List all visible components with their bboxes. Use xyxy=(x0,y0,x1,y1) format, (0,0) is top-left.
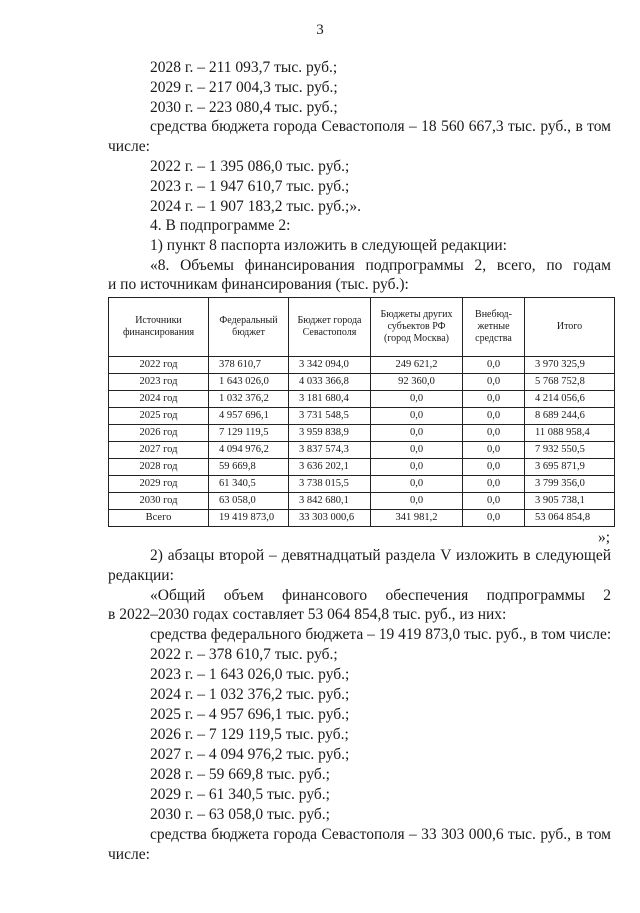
row-label-cell: 2027 год xyxy=(109,442,209,459)
table-cell: 8 689 244,6 xyxy=(525,408,615,425)
table-cell: 3 905 738,1 xyxy=(525,493,615,510)
table-cell: 0,0 xyxy=(463,442,525,459)
table-cell: 0,0 xyxy=(463,459,525,476)
table-cell: 0,0 xyxy=(463,476,525,493)
table-cell: 1 643 026,0 xyxy=(209,374,289,391)
paragraph-line: 2) абзацы второй – девятнадцатый раздела V изложить в следующей xyxy=(150,547,611,564)
text-line: 2026 г. – 7 129 119,5 тыс. руб.; xyxy=(150,726,349,743)
table-row xyxy=(109,510,615,527)
table-cell: 63 058,0 xyxy=(209,493,289,510)
paragraph-line: средства бюджета города Севастополя – 18 560 667,3 тыс. руб., в том xyxy=(150,118,611,135)
table-cell: 0,0 xyxy=(371,408,463,425)
table-row xyxy=(109,374,615,391)
row-label-cell: 2023 год xyxy=(109,374,209,391)
table-cell: 3 636 202,1 xyxy=(289,459,371,476)
table-cell: 0,0 xyxy=(463,510,525,527)
row-label-cell: Всего xyxy=(109,510,209,527)
column-header: Источники финансирования xyxy=(109,298,209,357)
table-cell: 0,0 xyxy=(463,374,525,391)
table-cell: 53 064 854,8 xyxy=(525,510,615,527)
text-line: 2029 г. – 61 340,5 тыс. руб.; xyxy=(150,786,330,803)
table-row xyxy=(109,425,615,442)
text-line: 2030 г. – 223 080,4 тыс. руб.; xyxy=(150,99,338,116)
table-cell: 3 181 680,4 xyxy=(289,391,371,408)
table-cell: 92 360,0 xyxy=(371,374,463,391)
table-row xyxy=(109,493,615,510)
column-header: Федеральный бюджет xyxy=(209,298,289,357)
table-cell: 0,0 xyxy=(371,476,463,493)
table-cell: 59 669,8 xyxy=(209,459,289,476)
table-cell: 11 088 958,4 xyxy=(525,425,615,442)
text-line: 2028 г. – 59 669,8 тыс. руб.; xyxy=(150,766,330,783)
text-line: 2029 г. – 217 004,3 тыс. руб.; xyxy=(150,79,338,96)
table-cell: 19 419 873,0 xyxy=(209,510,289,527)
table-row xyxy=(109,391,615,408)
table-cell: 3 738 015,5 xyxy=(289,476,371,493)
table-cell: 3 342 094,0 xyxy=(289,357,371,374)
table-cell: 3 731 548,5 xyxy=(289,408,371,425)
financing-table xyxy=(108,297,615,527)
paragraph-line: «8. Объемы финансирования подпрограммы 2, всего, по годам xyxy=(150,257,611,274)
table-cell: 378 610,7 xyxy=(209,357,289,374)
table-cell: 7 932 550,5 xyxy=(525,442,615,459)
table-cell: 3 970 325,9 xyxy=(525,357,615,374)
row-label-cell: 2025 год xyxy=(109,408,209,425)
column-header: Итого xyxy=(525,298,615,357)
table-cell: 0,0 xyxy=(463,425,525,442)
table-cell: 3 799 356,0 xyxy=(525,476,615,493)
table-cell: 0,0 xyxy=(371,442,463,459)
table-cell: 5 768 752,8 xyxy=(525,374,615,391)
table-row xyxy=(109,459,615,476)
table-cell: 3 695 871,9 xyxy=(525,459,615,476)
paragraph-line: средства бюджета города Севастополя – 33 303 000,6 тыс. руб., в том xyxy=(150,826,611,843)
row-label-cell: 2029 год xyxy=(109,476,209,493)
table-cell: 4 214 056,6 xyxy=(525,391,615,408)
table-cell: 7 129 119,5 xyxy=(209,425,289,442)
paragraph-line: средства федерального бюджета – 19 419 873,0 тыс. руб., в том числе: xyxy=(150,626,612,643)
text-line: 2024 г. – 1 032 376,2 тыс. руб.; xyxy=(150,686,350,703)
row-label-cell: 2024 год xyxy=(109,391,209,408)
text-line: 2025 г. – 4 957 696,1 тыс. руб.; xyxy=(150,706,350,723)
table-cell: 0,0 xyxy=(463,357,525,374)
row-label-cell: 2026 год xyxy=(109,425,209,442)
table-cell: 3 959 838,9 xyxy=(289,425,371,442)
table-closing-quote: »; xyxy=(598,529,611,546)
paragraph-line: числе: xyxy=(108,138,150,155)
table-header-row xyxy=(109,298,615,357)
table-cell: 0,0 xyxy=(371,459,463,476)
table-cell: 0,0 xyxy=(463,391,525,408)
column-header: Бюджет города Севастополя xyxy=(289,298,371,357)
table-cell: 1 032 376,2 xyxy=(209,391,289,408)
row-label-cell: 2028 год xyxy=(109,459,209,476)
table-row xyxy=(109,408,615,425)
table-cell: 61 340,5 xyxy=(209,476,289,493)
paragraph-line: числе: xyxy=(108,846,150,863)
paragraph-line: 1) пункт 8 паспорта изложить в следующей редакции: xyxy=(150,237,507,254)
table-cell: 33 303 000,6 xyxy=(289,510,371,527)
section-heading: 4. В подпрограмме 2: xyxy=(150,217,291,234)
paragraph-line: в 2022–2030 годах составляет 53 064 854,8 тыс. руб., из них: xyxy=(108,606,507,623)
paragraph-line: «Общий объем финансового обеспечения подпрограммы 2 xyxy=(150,587,611,604)
table-row xyxy=(109,476,615,493)
table-cell: 4 957 696,1 xyxy=(209,408,289,425)
page-number: 3 xyxy=(316,22,324,38)
table-cell: 0,0 xyxy=(371,391,463,408)
table-cell: 0,0 xyxy=(371,425,463,442)
text-line: 2023 г. – 1 947 610,7 тыс. руб.; xyxy=(150,178,350,195)
paragraph-line: и по источникам финансирования (тыс. руб.): xyxy=(108,276,409,293)
table-cell: 249 621,2 xyxy=(371,357,463,374)
table-row xyxy=(109,442,615,459)
text-line: 2023 г. – 1 643 026,0 тыс. руб.; xyxy=(150,666,350,683)
text-line: 2027 г. – 4 094 976,2 тыс. руб.; xyxy=(150,746,350,763)
text-line: 2030 г. – 63 058,0 тыс. руб.; xyxy=(150,806,330,823)
table-cell: 0,0 xyxy=(463,493,525,510)
column-header: Бюджеты других субъектов РФ (город Москва) xyxy=(371,298,463,357)
table-cell: 341 981,2 xyxy=(371,510,463,527)
table-row xyxy=(109,357,615,374)
paragraph-line: редакции: xyxy=(108,567,174,584)
table-cell: 3 837 574,3 xyxy=(289,442,371,459)
text-line: 2024 г. – 1 907 183,2 тыс. руб.;». xyxy=(150,198,361,215)
table-cell: 4 094 976,2 xyxy=(209,442,289,459)
column-header: Внебюд-жетные средства xyxy=(463,298,525,357)
row-label-cell: 2030 год xyxy=(109,493,209,510)
text-line: 2028 г. – 211 093,7 тыс. руб.; xyxy=(150,59,338,76)
table-cell: 0,0 xyxy=(463,408,525,425)
table-cell: 4 033 366,8 xyxy=(289,374,371,391)
table-cell: 3 842 680,1 xyxy=(289,493,371,510)
row-label-cell: 2022 год xyxy=(109,357,209,374)
text-line: 2022 г. – 1 395 086,0 тыс. руб.; xyxy=(150,158,350,175)
table-cell: 0,0 xyxy=(371,493,463,510)
text-line: 2022 г. – 378 610,7 тыс. руб.; xyxy=(150,646,338,663)
